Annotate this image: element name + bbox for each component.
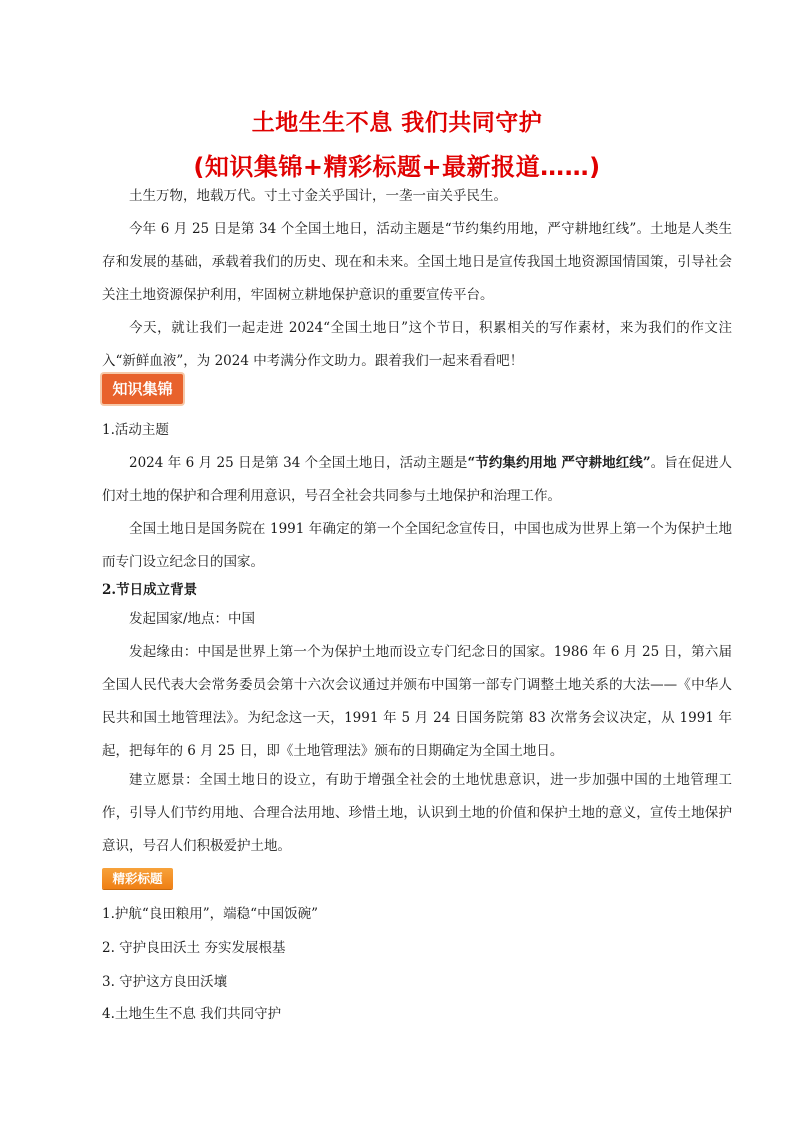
section1-reason: 发起缘由：中国是世界上第一个为保护土地而设立专门纪念日的国家。1986 年 6 月 25 日，第六届全国人民代表大会常务委员会第十六次会议通过并颁布中国第一部专门调整土地关系的大法——《中华人民共和国土地管理法》。为纪念这一天，1991 年 5 月 24 日国务院第 83 次常务会议决定，从 1991 年起，把每年的 6 月 25 日，即《土地管理法》颁布的日期确定为全国土地日。 — [102, 644, 732, 759]
theme-text-pre: 2024 年 6 月 25 日是第 34 个全国土地日，活动主题是 — [129, 455, 468, 471]
section1-wish: 建立愿景：全国土地日的设立，有助于增强全社会的土地忧患意识，进一步加强中国的土地管理工作，引导人们节约用地、合理合法用地、珍惜土地，认识到土地的价值和保护土地的意义，宣传土地保护意识，号召人们积极爱护土地。 — [102, 772, 732, 854]
intro-paragraph-3: 今天，就让我们一起走进 2024“全国土地日”这个节日，积累相关的写作素材，来为我们的作文注入“新鲜血液”，为 2024 中考满分作文助力。跟着我们一起来看看吧！ — [102, 320, 732, 369]
intro-paragraph-1: 土生万物，地载万代。寸土寸金关乎国计，一垄一亩关乎民生。 — [129, 188, 507, 204]
section-tag-titles: 精彩标题 — [102, 868, 173, 889]
title-list-item: 1.护航“良田粮用”，端稳“中国饭碗” — [102, 906, 318, 922]
title-list-item: 3. 守护这方良田沃壤 — [102, 974, 228, 990]
page-subtitle: (知识集锦+精彩标题+最新报道……) — [193, 153, 601, 181]
theme-text-bold: “节约集约用地 严守耕地红线” — [467, 455, 651, 471]
section-tag-knowledge: 知识集锦 — [102, 374, 183, 404]
title-list-item: 2. 守护良田沃土 夯实发展根基 — [102, 940, 286, 956]
section1-paragraph-history: 全国土地日是国务院在 1991 年确定的第一个全国纪念宣传日，中国也成为世界上第一个为保护土地而专门设立纪念日的国家。 — [102, 521, 732, 570]
section1-place: 发起国家/地点：中国 — [129, 611, 256, 627]
section1-heading-theme: 1.活动主题 — [102, 422, 169, 438]
section1-heading-background: 2.节日成立背景 — [102, 582, 198, 598]
page-title: 土地生生不息 我们共同守护 — [251, 110, 543, 136]
title-list-item: 4.土地生生不息 我们共同守护 — [102, 1006, 282, 1022]
section1-paragraph-theme — [102, 447, 732, 513]
theme-text-post: 。旨在促进人们对土地的保护和合理利用意识，号召全社会共同参与土地保护和治理工作。 — [102, 455, 733, 504]
intro-paragraph-2: 今年 6 月 25 日是第 34 个全国土地日，活动主题是“节约集约用地，严守耕地红线”。土地是人类生存和发展的基础，承载着我们的历史、现在和未来。全国土地日是宣传我国土地资源国情国策，引导社会关注土地资源保护利用，牢固树立耕地保护意识的重要宣传平台。 — [102, 221, 732, 303]
